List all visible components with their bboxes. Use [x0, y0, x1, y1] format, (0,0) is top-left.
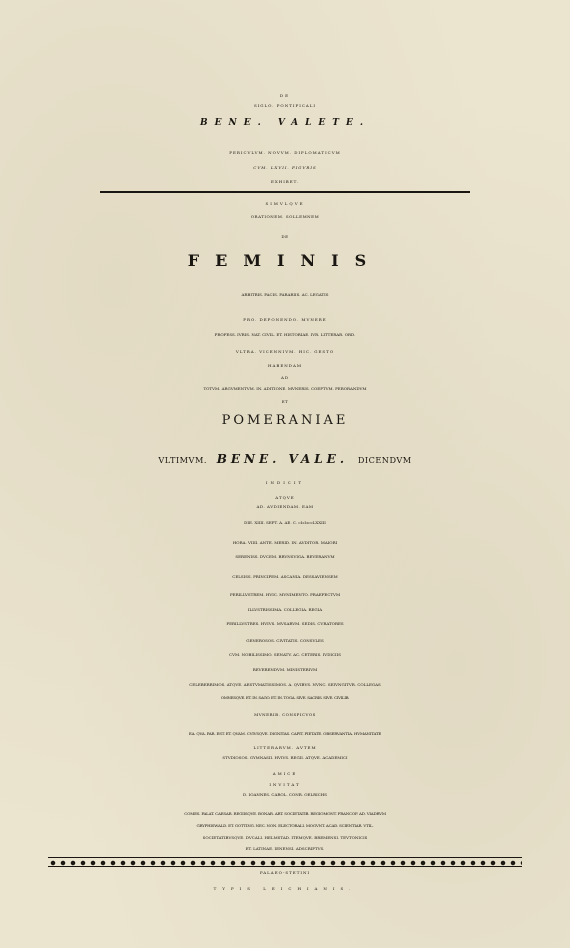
line-profess: PROFESS. IVRIS. NAT. CIVIL. ET. HISTORIAE. IVR. LITTERAR. ORD.	[214, 332, 356, 337]
line-hora: HORA. VIIII. ANTE. MERID. IN. AVDITOR. MAIORI	[232, 540, 338, 545]
line-et-1: ET	[281, 399, 289, 404]
line-comes: COMES. PALAT. CAESAR. REGIISQVE. BONAR. ART. SOCIETATIB. REGIOMONT. FRANCOF. AD. VIADRVM	[184, 811, 386, 816]
line-totum: TOTVM. ARGVMENTVM. IN. ADITIONE. MVNERIS. COEPTVM. PERORANDVM	[203, 386, 367, 391]
line-sereniss: SERENISS. DVCEM. BRVNSVIGA. BEVERANVM	[235, 554, 335, 559]
line-ultra: VLTRA. VICENNIVM. HIC. GESTO	[235, 349, 335, 354]
line-orationem: ORATIONEM. SOLLEMNEM	[250, 214, 320, 219]
line-et-latinae: ET. LATINAE. IENENSI. ADSCRIPTVS.	[245, 846, 325, 851]
line-generosos: GENEROSOS. CIVITATIS. CONSVLES	[246, 638, 324, 643]
line-litterarum: LITTERARVM. AVTEM	[253, 745, 317, 750]
line-arbitris: ARBITRIS. PACIS. PARARIIS. AC. LEGATIS	[241, 292, 329, 297]
line-exhibet: EXHIBET.	[270, 179, 300, 184]
line-pro-deponendo: PRO. DEPONENDO. MVNERE	[243, 317, 327, 322]
line-bene-valete: BENE. VALETE.	[200, 118, 370, 128]
line-habendam: HABENDAM	[268, 363, 302, 368]
line-pomeraniae: POMERANIAE	[221, 413, 349, 428]
line-munerib: MVNERIB. CONSPICVOS	[254, 712, 316, 717]
line-simulque: SIMVLQVE	[265, 201, 305, 206]
line-die: DIE. XIIII. SEPT. A. AE. C. cIɔIɔccLXXIII	[244, 520, 326, 525]
line-perillustrem: PERILLVSTREM. HVIC. MVNIMENTO. PRAEFECTVM	[229, 592, 341, 597]
line-author: D. IOANNES. CAROL. CONR. OELRICHS	[243, 792, 327, 797]
line-ad-1: AD	[280, 375, 290, 380]
line-omnesque: OMNESQVE. ET. IN. SAGO. ET. IN. TOGA. SIVE. SACRIS. SIVE. CIVILIB.	[220, 695, 350, 700]
line-periculum: PERICVLVM. NOVVM. DIPLOMATICVM	[229, 150, 341, 155]
line-typis: TYPIS LEICHIANIS.	[213, 886, 357, 891]
line-illustrissima: ILLVSTRISSIMA. COLLEGIA. REGIA	[247, 607, 323, 612]
line-amice: AMICE	[272, 771, 298, 776]
line-feminis: FEMINIS	[187, 251, 383, 270]
line-cum-nobilissimo: CVM. NOBILISSIMO. SENATV. AC. CETERIS. IVDICIIS	[229, 652, 341, 657]
word-dicendum: DICENDVM	[357, 455, 412, 465]
word-bene-vale: BENE. VALE.	[216, 452, 349, 466]
line-ad-audiendam: AD. AVDIENDAM. EAM	[256, 504, 314, 509]
line-palaeo-stetini: PALAEO-STETINI	[259, 870, 311, 875]
line-ea-qua: EA. QVA. PAR. EST. ET. QVAM. CVIVSQVE. DIGNITAS. CAPIT. PIETATE. OBSERVANTIA. HVMANITATE	[188, 731, 382, 736]
title-rule	[100, 191, 470, 193]
line-siglo: SIGLO. PONTIFICALI	[253, 103, 317, 108]
ornament-border	[48, 857, 522, 867]
line-gryphiswald: GRYPHISWALD. ET. GOTTING. NEC. NON. ELECTORALI. MOGVNT. ACAD. SCIENTIAR. VTIL.	[196, 823, 374, 828]
line-de-1: DE	[279, 93, 291, 98]
line-societatibusque: SOCIETATIBVSQVE. DVCALI. HELMSTAD. ITEMQVE. BREMENSI. TEVTONICIS	[202, 835, 368, 840]
line-invitat: INVITAT	[269, 782, 301, 787]
line-indicit: INDICIT	[265, 480, 305, 485]
line-studiosos: STVDIOSOS. GYMNASII. HVIVS. REGII. ATQVE. ACADEMICI	[222, 755, 348, 760]
line-atque-1: ATQVE	[275, 495, 295, 500]
line-celsiss: CELSISS. PRINCIPEM. ASCANIA. DESSAVIENSEM	[232, 574, 338, 579]
line-perillustres: PERILLVSTRES. HVIVS. MVSARVM. SEDIS. CVRATORES	[226, 621, 344, 626]
line-de-2: DE	[281, 234, 289, 239]
line-ultimum-row	[0, 453, 570, 465]
line-figuris: CVM. LXVII. FIGVRIS	[253, 165, 317, 170]
word-ultimum: VLTIMVM.	[158, 455, 207, 465]
line-celeberrimos: CELEBERRIMOS. ATQVE. AESTVMATISSIMOS. A. QVIBVS. NVNC. SEIVNGITVR. COLLEGAS	[189, 682, 381, 687]
line-reverendum: REVERENDVM. MINISTERIVM	[252, 667, 318, 672]
